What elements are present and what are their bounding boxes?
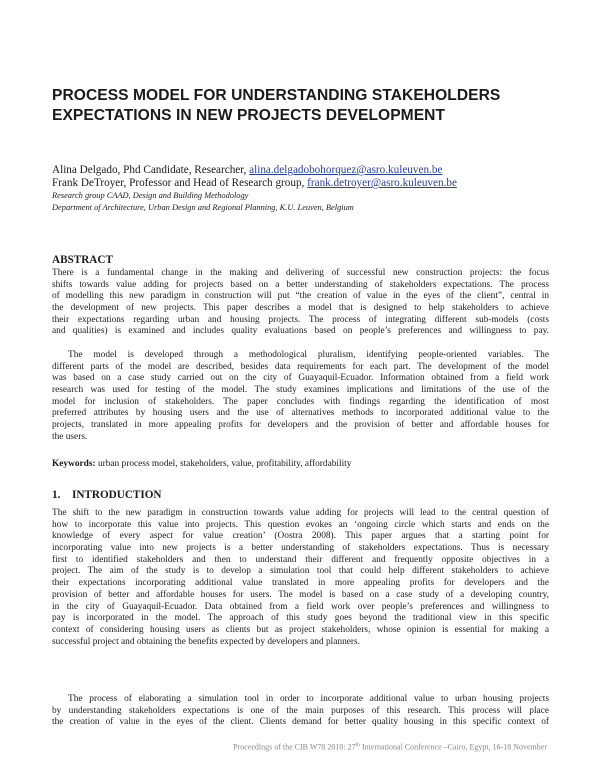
abstract-heading: ABSTRACT [52,254,113,266]
intro-paragraph [52,694,549,729]
keywords-label: Keywords: [52,459,96,469]
text-line: how to incorporate this value into projects. This question evokes an ‘ongoing circle which starts and ends on the [52,519,549,530]
text-line: There is a fundamental change in the making and delivering of successful new construction projects: the focus [52,268,549,278]
abstract-paragraph [52,350,549,444]
text-line: pay is incorporated in the model. The approach of this study goes beyond the traditional view in this specific [52,613,549,624]
footer-text: Proceedings of the CIB W78 2010: 27 [233,742,356,752]
text-line: was based on a case study carried out on the city of Guayaquil-Ecuador. Information obtained from a field work [52,373,549,384]
text-line: different parts of the model are described, besides data requirements for each part. The development of the model [52,361,549,372]
text-line: incorporating value into new projects is a better understanding of stakeholders expectations. Thus is necessary [52,543,549,554]
text-line: The shift to the new paradigm in construction towards value adding for projects will lead to the central question of [52,508,549,518]
author-text: Frank DeTroyer, Professor and Head of Research group, [52,177,308,189]
section-number: 1. [52,489,61,501]
text-line: context of considering housing users as clients but as project stakeholders, whose opinion is essential for making a [52,624,549,635]
text-line: the users. [52,431,88,442]
text-line: projects, translated in more appealing profits for developers and the provision of better and affordable houses for [52,420,549,431]
text-line: their expectations incorporating additional value translated in more appealing profits for developers and the [52,578,549,589]
title-line: EXPECTATIONS IN NEW PROJECTS DEVELOPMENT [52,107,446,124]
text-line: provision of better and affordable houses for users. The model is based on a case study of a developing country, [52,589,549,600]
text-line: The model is developed through a methodological pluralism, identifying people-oriented variables. The [68,350,549,360]
author-line [52,177,552,190]
affiliation: Department of Architecture, Urban Design and Regional Planning, K.U. Leuven, Belgium [52,202,354,212]
footer-superscript: th [355,742,360,748]
author-line [52,164,552,177]
author-block [52,164,552,213]
text-line: by understanding stakeholders expectations is one of the main purposes of this research. This process will place [52,705,549,716]
text-line: knowledge of every aspect for value creation’ (Oostra 2008). This paper argues that a starting point for [52,531,549,542]
text-line: model for inclusion of stakeholders. The paper concludes with findings regarding the identification of most [52,396,549,407]
footer-text: International Conference –Cairo, Egypt, 16-18 November [359,742,547,752]
text-line: research was used for testing of the model. The study examines implications and limitations of the use of the [52,385,549,396]
author-text: Alina Delgado, Phd Candidate, Researcher, [52,164,250,176]
title-line: PROCESS MODEL FOR UNDERSTANDING STAKEHOLDERS [52,87,501,104]
keywords [52,459,351,469]
section-heading [52,489,162,501]
abstract-paragraph [52,268,549,338]
page-footer [233,742,547,752]
affiliation: Research group CAAD, Design and Building Methodology [52,191,249,200]
text-line: successful project and obtaining the benefits expected by developers and planners. [52,636,360,647]
section-title: INTRODUCTION [72,489,162,501]
keywords-text: urban process model, stakeholders, value, profitability, affordability [95,459,352,469]
text-line: and qualities) is examined and includes quality evaluations based on people’s preferences and willingness to pay. [52,326,549,337]
text-line: their expectations regarding urban and housing projects. The process of integrating different sub-models (costs [52,314,549,325]
text-line: in the city of Guayaquil-Ecuador. Data obtained from a field work over people’s preferences and willingness to [52,601,549,612]
paper-title [52,86,552,126]
text-line: of modelling this new paradigm in construction will put “the creation of value in the eyes of the client”, central in [52,291,549,302]
intro-paragraph [52,508,549,648]
text-line: the development of new projects. This paper describes a model that is designed to help stakeholders to achieve [52,303,549,314]
text-line: first to identified stakeholders and then to understand their different and frequently opposite objectives in a [52,554,549,565]
text-line: The process of elaborating a simulation tool in order to incorporate additional value to urban housing projects [68,694,549,704]
text-line: the creation of value in the eyes of the client. Clients demand for better quality housing in this specific context of [52,717,549,728]
text-line: preferred attributes by housing users and the use of alternatives methods to incorporated additional value to the [52,408,549,419]
text-line: shifts towards value adding for projects based on a better understanding of stakeholders expectations. The process [52,279,549,290]
text-line: project. The aim of the study is to develop a simulation tool that could help different stakeholders to achieve [52,566,549,577]
author-email-link[interactable]: alina.delgadobohorquez@asro.kuleuven.be [249,164,443,176]
author-email-link[interactable]: frank.detroyer@asro.kuleuven.be [307,177,457,189]
